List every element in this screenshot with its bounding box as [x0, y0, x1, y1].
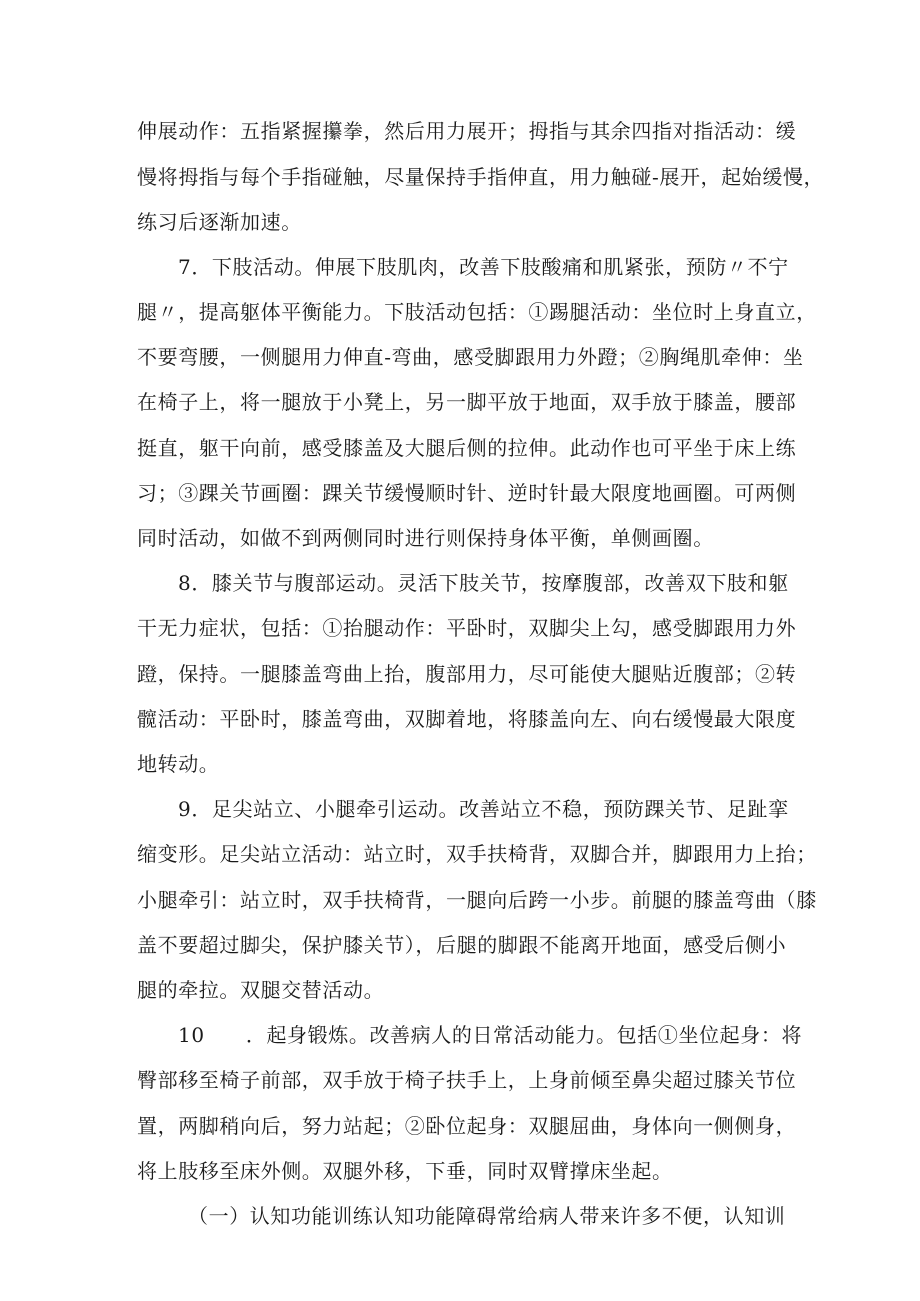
- text-line: 练习后逐渐加速。: [137, 210, 302, 234]
- text-line: 腿的牵拉。双腿交替活动。: [137, 978, 385, 1002]
- text-line: 同时活动，如做不到两侧同时进行则保持身体平衡，单侧画圈。: [137, 526, 714, 550]
- text-line: 置，两脚稍向后，努力站起；②卧位起身：双腿屈曲，身体向一侧侧身，: [137, 1114, 797, 1138]
- section-heading-cognitive: （一）认知功能训练认知功能障碍常给病人带来许多不便，认知训: [188, 1204, 786, 1228]
- text-line: 慢将拇指与每个手指碰触，尽量保持手指伸直，用力触碰-展开，起始缓慢，: [137, 165, 825, 189]
- text-line: 在椅子上，将一腿放于小凳上，另一脚平放于地面，双手放于膝盖，腰部: [137, 390, 797, 414]
- text-line: 将上肢移至床外侧。双腿外移，下垂，同时双臂撑床坐起。: [137, 1159, 673, 1183]
- text-line: 小腿牵引：站立时，双手扶椅背，一腿向后跨一小步。前腿的膝盖弯曲（膝: [137, 888, 817, 912]
- text-line: 腿〃，提高躯体平衡能力。下肢活动包括：①踢腿活动：坐位时上身直立，: [137, 300, 817, 324]
- text-line: 地转动。: [137, 752, 220, 776]
- text-line: 臀部移至椅子前部，双手放于椅子扶手上，上身前倾至鼻尖超过膝关节位: [137, 1068, 797, 1092]
- text-line: 缩变形。足尖站立活动：站立时，双手扶椅背，双脚合并，脚跟用力上抬；: [137, 842, 817, 866]
- text-line: 干无力症状，包括：①抬腿动作：平卧时，双脚尖上勾，感受脚跟用力外: [137, 616, 797, 640]
- paragraph-10-start: 10 ．起身锻炼。改善病人的日常活动能力。包括①坐位起身：将: [178, 1023, 803, 1047]
- text-line: 蹬，保持。一腿膝盖弯曲上抬，腹部用力，尽可能使大腿贴近腹部；②转: [137, 662, 797, 686]
- text-line: 髋活动：平卧时，膝盖弯曲，双脚着地，将膝盖向左、向右缓慢最大限度: [137, 707, 797, 731]
- paragraph-8-start: 8．膝关节与腹部运动。灵活下肢关节，按摩腹部，改善双下肢和躯: [178, 571, 789, 595]
- text-line: 伸展动作：五指紧握攥拳，然后用力展开；拇指与其余四指对指活动：缓: [137, 119, 797, 143]
- paragraph-9-start: 9．足尖站立、小腿牵引运动。改善站立不稳，预防踝关节、足趾挛: [178, 797, 789, 821]
- text-line: 挺直，躯干向前，感受膝盖及大腿后侧的拉伸。此动作也可平坐于床上练: [137, 436, 797, 460]
- paragraph-7-start: 7．下肢活动。伸展下肢肌肉，改善下肢酸痛和肌紧张，预防〃不宁: [178, 255, 789, 279]
- text-line: 盖不要超过脚尖，保护膝关节），后腿的脚跟不能离开地面，感受后侧小: [137, 933, 787, 957]
- text-line: 不要弯腰，一侧腿用力伸直-弯曲，感受脚跟用力外蹬；②胸绳肌牵伸：坐: [137, 345, 804, 369]
- text-line: 习；③踝关节画圈：踝关节缓慢顺时针、逆时针最大限度地画圈。可两侧: [137, 481, 797, 505]
